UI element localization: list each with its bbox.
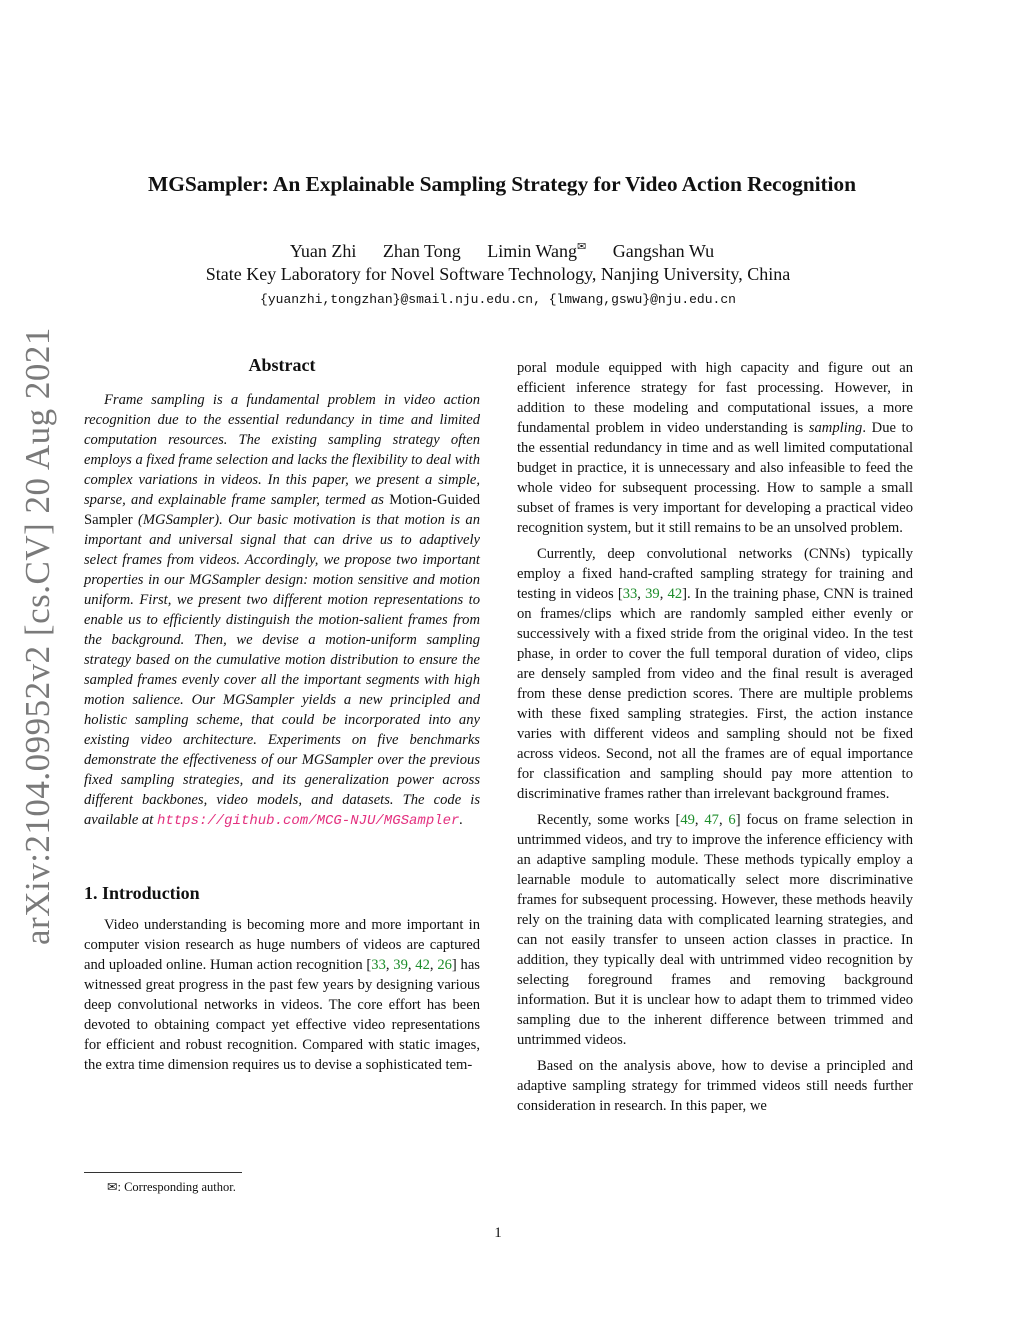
paragraph-text: poral module equipped with high capacity and figure out an efficient inference strategy for fast processing. However, in addition to these modeling and computational issues, a more fundamental problem in video understanding is [517, 360, 913, 436]
footnote-divider [84, 1172, 242, 1173]
citation-link[interactable]: 26 [437, 957, 452, 973]
citation-link[interactable]: 42 [667, 586, 683, 602]
method-name: Motion-Guided Sampler [84, 492, 480, 528]
affiliation: State Key Laboratory for Novel Software Technology, Nanjing University, China [205, 264, 791, 284]
citation-link[interactable]: 39 [393, 957, 408, 973]
abstract-heading: Abstract [248, 355, 316, 375]
body-paragraph: Recently, some works [49, 47, 6] focus on frame selection in untrimmed videos, and try to improve the inference efficiency with an adaptive sampling module. These methods typically employ a learnable module to automatically select more discriminative frames for subsequent processing. However, these methods heavily rely on the training data with complicated learning strategies, and can not easily transfer to unseen action classes in practice. In addition, they typically deal with untrimmed video recognition by selecting foreground frames and removing background information. But it is unclear how to adapt them to trimmed video sampling due to the inherent difference between trimmed and untrimmed videos. [517, 812, 914, 1048]
paragraph-text: ] focus on frame selection in untrimmed videos, and try to improve the inference efficiency with an adaptive sampling module. These methods typically employ a learnable module to automatically select more discriminative frames for subsequent processing. However, these methods heavily rely on the training data with complicated learning strategies, and can not easily transfer to unseen action classes in practice. In addition, they typically deal with untrimmed video recognition by selecting foreground frames and removing background information. But it is unclear how to adapt them to trimmed video sampling due to the inherent difference between trimmed and untrimmed videos. [517, 812, 914, 1048]
author-name-text: Limin Wang [487, 241, 577, 261]
body-paragraph: Currently, deep convolutional networks (CNNs) typically employ a fixed hand-crafted sampling strategy for training and testing in videos [33, 39, 42]. In the training phase, CNN is trained on frames/clips which are randomly sampled either evenly or successively with a fixed stride from the original video. In the test phase, in order to cover the full temporal duration of video, clips are densely sampled from video and the final result is averaged from these dense prediction scores. There are multiple problems with these fixed sampling strategies. First, the action instance varies with different videos and sampling should not be fixed across videos. Second, not all the frames are of equal importance for classification and sampling should pay more attention to discriminative frames rather than irrelevant background frames. [517, 546, 914, 802]
citation-link[interactable]: 49 [680, 812, 695, 828]
envelope-icon: ✉ [576, 241, 587, 253]
intro-paragraph: Video understanding is becoming more and more important in computer vision research as huge numbers of videos are captured and uploaded online. Human action recognition [33, 39, 42, 26] has witnessed great progress in the past few years by designing various deep convolutional networks in videos. The core effort has been devoted to obtaining compact yet effective video representations for efficient and robust recognition. Compared with static images, the extra time dimension requires us to devise a sophisticated tem- [84, 917, 480, 1073]
paragraph-text: Video understanding is becoming more and more important in computer vision research as huge numbers of videos are captured and uploaded online. Human action recognition [ [84, 917, 480, 973]
author-emails: {yuanzhi,tongzhan}@smail.nju.edu.cn, {lmwang,gswu}@nju.edu.cn [260, 292, 736, 307]
emphasis-text: sampling [808, 420, 863, 436]
citation-link[interactable]: 33 [371, 957, 386, 973]
citation-link[interactable]: 42 [415, 957, 430, 973]
left-column [84, 355, 480, 1081]
paragraph-text: ]. In the training phase, CNN is trained on frames/clips which are randomly sampled either evenly or successively with a fixed stride from the original video. In the test phase, in order to cover the full temporal duration of video, clips are densely sampled from video and the final result is averaged from these dense prediction scores. There are multiple problems with these fixed sampling strategies. First, the action instance varies with different videos and sampling should not be fixed across videos. Second, not all the frames are of equal importance for classification and sampling should pay more attention to discriminative frames rather than irrelevant background frames. [517, 586, 914, 802]
author-name: Zhan Tong [382, 241, 461, 261]
body-paragraph: Based on the analysis above, how to devise a principled and adaptive sampling strategy for trimmed videos still needs further consideration in research. In this paper, we [517, 1058, 913, 1114]
page-number: 1 [494, 1225, 502, 1241]
abstract-text-part: Frame sampling is a fundamental problem in video action recognition due to the essential redundancy in time and limited computation resources. The existing sampling strategy often employs a fixed frame selection and lacks the flexibility to deal with complex variations in videos. In this paper, we present a simple, sparse, and explainable frame sampler, termed as [84, 392, 480, 508]
right-column [517, 358, 913, 1122]
author-name: Gangshan Wu [612, 241, 715, 261]
section-heading-introduction: 1. Introduction [84, 883, 200, 903]
citation-link[interactable]: 33 [622, 586, 638, 602]
footnote: ✉: Corresponding author. [107, 1180, 236, 1194]
citation-link[interactable]: 6 [728, 812, 736, 828]
paragraph-text: Currently, deep convolutional networks (CNNs) typically employ a fixed hand-crafted sampling strategy for training and testing in videos [ [517, 546, 913, 602]
arxiv-stamp: arXiv:2104.09952v2 [cs.CV] 20 Aug 2021 [18, 327, 57, 945]
abstract-text-part: (MGSampler). Our basic motivation is that motion is an important and universal signal that can drive us to adaptively select frames from videos. Accordingly, we propose two important properties in our MGSampler design: motion sensitive and motion uniform. First, we present two different motion representations to enable us to efficiently distinguish the motion-salient frames from the background. Then, we devise a motion-uniform sampling strategy based on the cumulative motion distribution to ensure the sampled frames evenly cover all the important segments with high motion salience. Our MGSampler yields a new principled and holistic sampling scheme, that could be incorporated into any existing video architecture. Experiments on five benchmarks demonstrate the effectiveness of our MGSampler over the previous fixed sampling strategies, and its generalization power across different backbones, video models, and datasets. The code is available at [84, 512, 480, 828]
code-link[interactable]: https://github.com/MCG-NJU/MGSampler [156, 813, 460, 829]
paragraph-text: . Due to the essential redundancy in time and as well limited computational budget in practice, it is unnecessary and also infeasible to feed the whole video for subsequent processing. How to sample a small subset of frames is very important for developing a practical video recognition system, but it still remains to be an unsolved problem. [517, 420, 913, 536]
paper-title: MGSampler: An Explainable Sampling Strategy for Video Action Recognition [148, 172, 856, 196]
paragraph-text: Recently, some works [ [537, 812, 681, 828]
author-name [487, 240, 586, 262]
paragraph-text: ] has witnessed great progress in the past few years by designing various deep convolutional networks in videos. The core effort has been devoted to obtaining compact yet effective video representations for efficient and robust recognition. Compared with static images, the extra time dimension requires us to devise a sophisticated tem- [84, 957, 480, 1073]
body-paragraph [517, 358, 913, 538]
abstract-text-part: . [459, 812, 464, 828]
abstract-text [84, 390, 480, 831]
author-list [0, 240, 1004, 262]
citation-link[interactable]: 47 [704, 812, 719, 828]
citation-link[interactable]: 39 [645, 586, 660, 602]
author-name: Yuan Zhi [289, 241, 357, 261]
